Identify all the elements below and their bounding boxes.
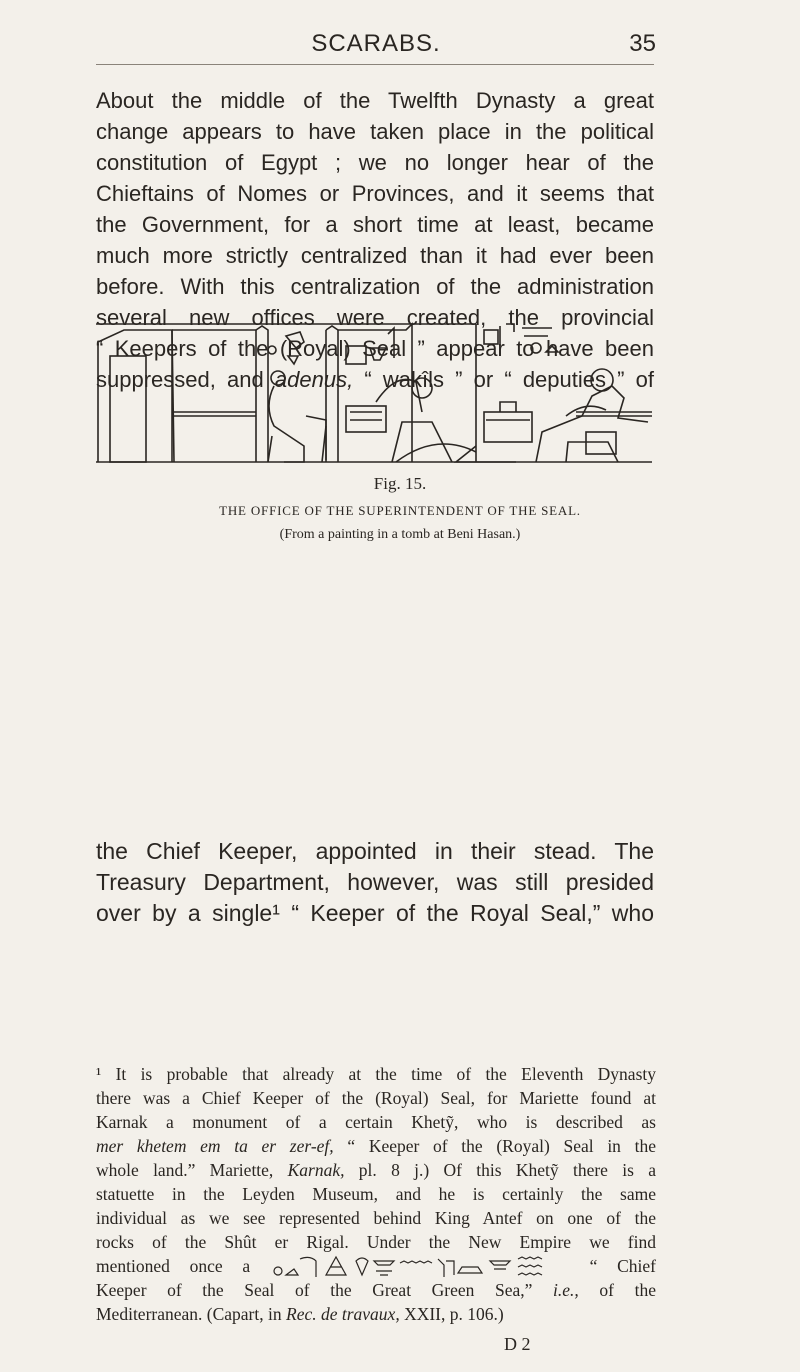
footnote-line: mer khetem em ta er zer-ef, “ Keeper of the (Royal) Seal in the (96, 1136, 656, 1156)
running-title: SCARABS. (311, 30, 441, 57)
text-line: suppressed, and adenus, “ wakîls ” or “ deputies ” of (96, 367, 654, 392)
footnote-line: ¹ It is probable that already at the time of the Eleventh Dynasty (96, 1064, 656, 1084)
page-header (96, 22, 656, 62)
text-line: the Government, for a short time at least, became (96, 212, 654, 237)
footnote-line: there was a Chief Keeper of the (Royal) Seal, for Mariette found at (96, 1088, 656, 1108)
footnote-line: whole land.” Mariette, Karnak, pl. 8 j.) Of this Khetỹ there is a (96, 1160, 656, 1180)
footnote-line: individual as we see represented behind King Antef on one of the (96, 1208, 656, 1228)
signature-mark: D 2 (504, 1334, 531, 1354)
footnote-line: Karnak a monument of a certain Khetỹ, who is described as (96, 1112, 656, 1132)
header-rule (96, 64, 654, 65)
footnote-line: mentioned once a “ Chief (96, 1256, 656, 1276)
figure-caption: THE OFFICE OF THE SUPERINTENDENT OF THE SEAL. (219, 503, 581, 518)
text-line: much more strictly centralized than it had ever been (96, 243, 654, 268)
tomb-painting-figure (96, 316, 654, 464)
text-line: About the middle of the Twelfth Dynasty a great (96, 88, 654, 113)
text-line: Treasury Department, however, was still presided (96, 869, 654, 895)
footnote-line: Keeper of the Seal of the Great Green Sea,” i.e., of the (96, 1280, 656, 1300)
hieroglyph-inscription (270, 1255, 570, 1277)
footnote-line: rocks of the Shût er Rigal. Under the New Empire we find (96, 1232, 656, 1252)
text-line: Chieftains of Nomes or Provinces, and it seems that (96, 181, 654, 206)
text-line: over by a single¹ “ Keeper of the Royal Seal,” who (96, 900, 654, 926)
footnote-line: statuette in the Leyden Museum, and he is certainly the same (96, 1184, 656, 1204)
text-line: before. With this centralization of the administration (96, 274, 654, 299)
text-line: the Chief Keeper, appointed in their stead. The (96, 838, 654, 864)
figure-label: Fig. 15. (373, 474, 427, 493)
text-line: “ Keepers of the (Royal) Seal ” appear to have been (96, 336, 654, 361)
footnote-line: Mediterranean. (Capart, in Rec. de travaux, XXII, p. 106.) (96, 1304, 504, 1324)
text-line: several new offices were created, the provincial (96, 305, 654, 330)
figure-source: (From a painting in a tomb at Beni Hasan.) (279, 527, 521, 542)
text-line: change appears to have taken place in the political (96, 119, 654, 144)
footnote (96, 1062, 656, 1326)
page-number: 35 (629, 30, 656, 57)
text-line: constitution of Egypt ; we no longer hear of the (96, 150, 654, 175)
paragraph-2 (96, 836, 654, 929)
